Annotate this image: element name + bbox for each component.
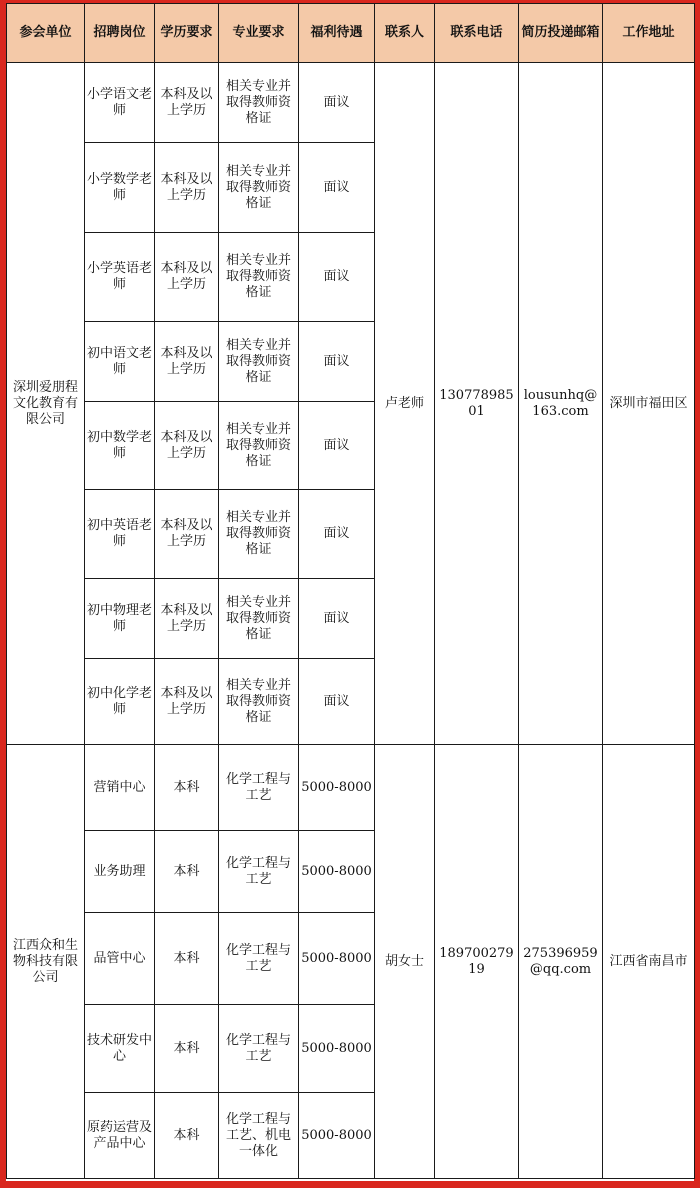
position-title: 业务助理 bbox=[85, 831, 155, 913]
education-req: 本科及以上学历 bbox=[155, 579, 219, 659]
education-req: 本科及以上学历 bbox=[155, 402, 219, 490]
education-req: 本科及以上学历 bbox=[155, 143, 219, 233]
education-req: 本科 bbox=[155, 913, 219, 1005]
work-address: 江西省南昌市 bbox=[603, 745, 695, 1179]
major-req: 相关专业并取得教师资格证 bbox=[219, 322, 299, 402]
work-address: 深圳市福田区 bbox=[603, 63, 695, 745]
position-title: 品管中心 bbox=[85, 913, 155, 1005]
company-name: 江西众和生物科技有限公司 bbox=[7, 745, 85, 1179]
major-req: 化学工程与工艺 bbox=[219, 831, 299, 913]
header-position: 招聘岗位 bbox=[85, 4, 155, 63]
company-name: 深圳爱朋程文化教育有限公司 bbox=[7, 63, 85, 745]
position-title: 小学语文老师 bbox=[85, 63, 155, 143]
education-req: 本科及以上学历 bbox=[155, 63, 219, 143]
position-title: 初中英语老师 bbox=[85, 490, 155, 579]
position-title: 初中语文老师 bbox=[85, 322, 155, 402]
education-req: 本科 bbox=[155, 1005, 219, 1093]
welfare: 5000-8000 bbox=[299, 1093, 375, 1179]
recruitment-table bbox=[6, 3, 695, 1179]
welfare: 面议 bbox=[299, 233, 375, 322]
welfare: 5000-8000 bbox=[299, 831, 375, 913]
welfare: 面议 bbox=[299, 579, 375, 659]
table-row bbox=[7, 63, 695, 143]
position-title: 原药运营及产品中心 bbox=[85, 1093, 155, 1179]
major-req: 化学工程与工艺 bbox=[219, 913, 299, 1005]
resume-email: 275396959@qq.com bbox=[519, 745, 603, 1179]
position-title: 初中化学老师 bbox=[85, 659, 155, 745]
major-req: 相关专业并取得教师资格证 bbox=[219, 143, 299, 233]
welfare: 面议 bbox=[299, 322, 375, 402]
table-row bbox=[7, 745, 695, 831]
contact-phone: 18970027919 bbox=[435, 745, 519, 1179]
education-req: 本科及以上学历 bbox=[155, 322, 219, 402]
welfare: 面议 bbox=[299, 659, 375, 745]
major-req: 相关专业并取得教师资格证 bbox=[219, 490, 299, 579]
education-req: 本科 bbox=[155, 831, 219, 913]
education-req: 本科 bbox=[155, 1093, 219, 1179]
major-req: 化学工程与工艺 bbox=[219, 745, 299, 831]
position-title: 技术研发中心 bbox=[85, 1005, 155, 1093]
welfare: 5000-8000 bbox=[299, 913, 375, 1005]
major-req: 相关专业并取得教师资格证 bbox=[219, 579, 299, 659]
major-req: 化学工程与工艺 bbox=[219, 1005, 299, 1093]
position-title: 小学英语老师 bbox=[85, 233, 155, 322]
major-req: 相关专业并取得教师资格证 bbox=[219, 659, 299, 745]
welfare: 面议 bbox=[299, 490, 375, 579]
header-major: 专业要求 bbox=[219, 4, 299, 63]
education-req: 本科及以上学历 bbox=[155, 659, 219, 745]
welfare: 5000-8000 bbox=[299, 745, 375, 831]
header-phone: 联系电话 bbox=[435, 4, 519, 63]
contact-person: 胡女士 bbox=[375, 745, 435, 1179]
header-address: 工作地址 bbox=[603, 4, 695, 63]
header-welfare: 福利待遇 bbox=[299, 4, 375, 63]
position-title: 营销中心 bbox=[85, 745, 155, 831]
welfare: 面议 bbox=[299, 63, 375, 143]
major-req: 相关专业并取得教师资格证 bbox=[219, 233, 299, 322]
position-title: 初中物理老师 bbox=[85, 579, 155, 659]
major-req: 化学工程与工艺、机电一体化 bbox=[219, 1093, 299, 1179]
header-email: 简历投递邮箱 bbox=[519, 4, 603, 63]
position-title: 初中数学老师 bbox=[85, 402, 155, 490]
education-req: 本科及以上学历 bbox=[155, 490, 219, 579]
welfare: 面议 bbox=[299, 143, 375, 233]
position-title: 小学数学老师 bbox=[85, 143, 155, 233]
major-req: 相关专业并取得教师资格证 bbox=[219, 63, 299, 143]
resume-email: lousunhq@163.com bbox=[519, 63, 603, 745]
education-req: 本科 bbox=[155, 745, 219, 831]
contact-person: 卢老师 bbox=[375, 63, 435, 745]
header-row bbox=[7, 4, 695, 63]
header-contact: 联系人 bbox=[375, 4, 435, 63]
major-req: 相关专业并取得教师资格证 bbox=[219, 402, 299, 490]
contact-phone: 13077898501 bbox=[435, 63, 519, 745]
header-company: 参会单位 bbox=[7, 4, 85, 63]
welfare: 5000-8000 bbox=[299, 1005, 375, 1093]
welfare: 面议 bbox=[299, 402, 375, 490]
header-education: 学历要求 bbox=[155, 4, 219, 63]
education-req: 本科及以上学历 bbox=[155, 233, 219, 322]
